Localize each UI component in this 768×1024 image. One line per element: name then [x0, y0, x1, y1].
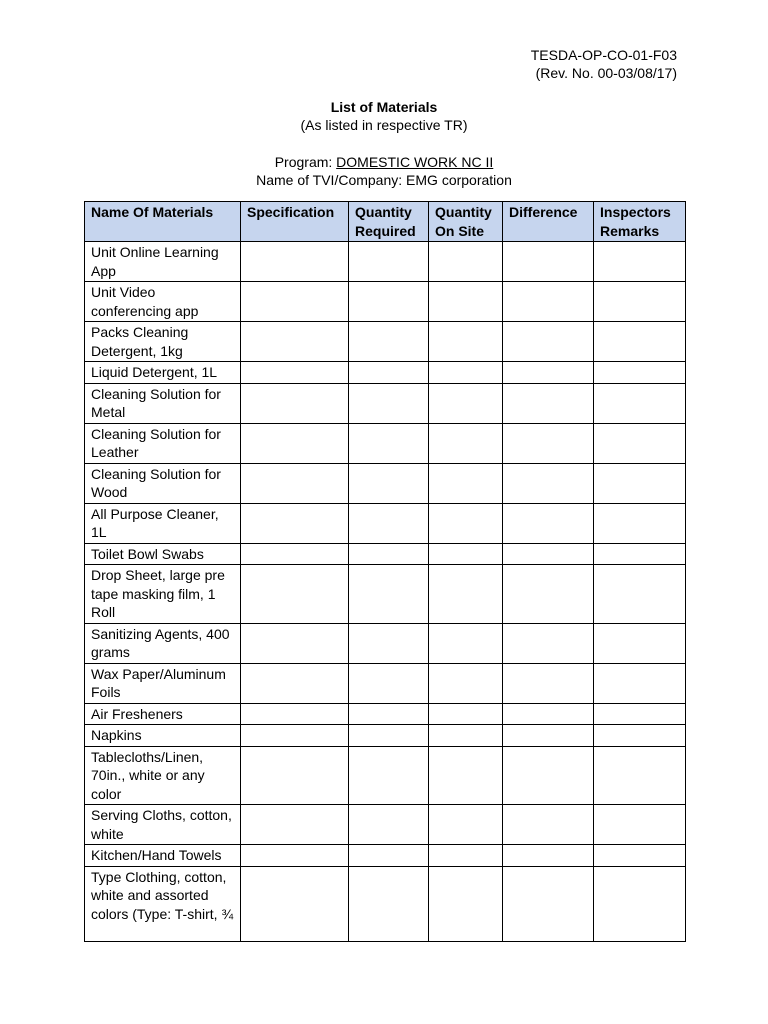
table-row	[85, 805, 686, 845]
page-subtitle: (As listed in respective TR)	[300, 117, 468, 133]
empty-cell	[349, 623, 429, 663]
empty-cell	[594, 463, 686, 503]
material-name-cell: Liquid Detergent, 1L	[85, 362, 241, 384]
empty-cell	[503, 663, 594, 703]
material-name-cell: Toilet Bowl Swabs	[85, 543, 241, 565]
empty-cell	[241, 242, 349, 282]
empty-cell	[429, 565, 503, 624]
empty-cell	[429, 423, 503, 463]
empty-cell	[594, 703, 686, 725]
empty-cell	[349, 845, 429, 867]
material-name-cell: Cleaning Solution for Metal	[85, 383, 241, 423]
empty-cell	[349, 565, 429, 624]
empty-cell	[503, 565, 594, 624]
empty-cell	[349, 866, 429, 941]
header-name-of-materials: Name Of Materials	[85, 202, 241, 242]
empty-cell	[349, 362, 429, 384]
material-name-cell: Sanitizing Agents, 400 grams	[85, 623, 241, 663]
material-name-text: Type Clothing, cotton, white and assorted colors (Type: T-shirt, ¾	[91, 868, 234, 922]
empty-cell	[349, 463, 429, 503]
empty-cell	[503, 805, 594, 845]
empty-cell	[429, 623, 503, 663]
header-quantity-on-site: Quantity On Site	[429, 202, 503, 242]
empty-cell	[503, 845, 594, 867]
table-header-row	[85, 202, 686, 242]
page-title: List of Materials	[330, 99, 438, 115]
empty-cell	[429, 362, 503, 384]
empty-cell	[429, 845, 503, 867]
header-inspectors-remarks: Inspectors Remarks	[594, 202, 686, 242]
empty-cell	[503, 322, 594, 362]
empty-cell	[503, 362, 594, 384]
table-row	[85, 663, 686, 703]
material-name-cell: Serving Cloths, cotton, white	[85, 805, 241, 845]
revision-number: (Rev. No. 00-03/08/17)	[535, 65, 677, 81]
empty-cell	[349, 242, 429, 282]
table-row	[85, 725, 686, 747]
empty-cell	[241, 322, 349, 362]
empty-cell	[349, 805, 429, 845]
program-line	[0, 153, 768, 171]
document-code-block	[531, 46, 677, 82]
empty-cell	[503, 866, 594, 941]
material-name-cell: Packs Cleaning Detergent, 1kg	[85, 322, 241, 362]
table-row	[85, 463, 686, 503]
table-row	[85, 866, 686, 941]
empty-cell	[429, 543, 503, 565]
title-block	[0, 98, 768, 189]
empty-cell	[503, 543, 594, 565]
empty-cell	[594, 322, 686, 362]
empty-cell	[503, 746, 594, 805]
table-row	[85, 703, 686, 725]
empty-cell	[349, 282, 429, 322]
empty-cell	[503, 463, 594, 503]
empty-cell	[241, 845, 349, 867]
empty-cell	[241, 805, 349, 845]
empty-cell	[241, 565, 349, 624]
empty-cell	[594, 242, 686, 282]
empty-cell	[349, 663, 429, 703]
empty-cell	[349, 503, 429, 543]
empty-cell	[594, 383, 686, 423]
table-row	[85, 362, 686, 384]
empty-cell	[594, 623, 686, 663]
table-row	[85, 282, 686, 322]
empty-cell	[429, 663, 503, 703]
table-row	[85, 845, 686, 867]
table-row	[85, 383, 686, 423]
empty-cell	[241, 746, 349, 805]
empty-cell	[594, 543, 686, 565]
empty-cell	[429, 503, 503, 543]
empty-cell	[241, 282, 349, 322]
table-row	[85, 543, 686, 565]
empty-cell	[594, 805, 686, 845]
empty-cell	[594, 866, 686, 941]
header-difference: Difference	[503, 202, 594, 242]
empty-cell	[429, 866, 503, 941]
empty-cell	[503, 242, 594, 282]
table-row	[85, 242, 686, 282]
header-specification: Specification	[241, 202, 349, 242]
empty-cell	[429, 383, 503, 423]
material-name-cell: Cleaning Solution for Leather	[85, 423, 241, 463]
empty-cell	[241, 423, 349, 463]
empty-cell	[349, 746, 429, 805]
material-name-cell: Tablecloths/Linen, 70in., white or any color	[85, 746, 241, 805]
empty-cell	[594, 725, 686, 747]
empty-cell	[594, 845, 686, 867]
empty-cell	[349, 383, 429, 423]
empty-cell	[241, 503, 349, 543]
empty-cell	[429, 242, 503, 282]
empty-cell	[503, 423, 594, 463]
tvi-line	[0, 171, 768, 189]
table-row	[85, 623, 686, 663]
empty-cell	[503, 383, 594, 423]
material-name-cell: All Purpose Cleaner, 1L	[85, 503, 241, 543]
empty-cell	[429, 725, 503, 747]
empty-cell	[594, 663, 686, 703]
tvi-value: EMG corporation	[406, 172, 512, 188]
table-row	[85, 503, 686, 543]
table-row	[85, 746, 686, 805]
empty-cell	[503, 282, 594, 322]
empty-cell	[594, 746, 686, 805]
empty-cell	[241, 543, 349, 565]
empty-cell	[241, 362, 349, 384]
program-value: DOMESTIC WORK NC II	[336, 154, 494, 170]
table-row	[85, 565, 686, 624]
table-row	[85, 322, 686, 362]
empty-cell	[349, 543, 429, 565]
empty-cell	[241, 703, 349, 725]
empty-cell	[429, 805, 503, 845]
empty-cell	[594, 362, 686, 384]
empty-cell	[429, 282, 503, 322]
empty-cell	[349, 725, 429, 747]
empty-cell	[241, 383, 349, 423]
empty-cell	[241, 623, 349, 663]
empty-cell	[429, 322, 503, 362]
empty-cell	[241, 663, 349, 703]
materials-table	[84, 201, 686, 942]
empty-cell	[349, 703, 429, 725]
empty-cell	[503, 623, 594, 663]
empty-cell	[503, 503, 594, 543]
empty-cell	[241, 463, 349, 503]
empty-cell	[241, 866, 349, 941]
empty-cell	[241, 725, 349, 747]
document-code: TESDA-OP-CO-01-F03	[530, 47, 677, 63]
empty-cell	[594, 565, 686, 624]
material-name-cell: Unit Online Learning App	[85, 242, 241, 282]
empty-cell	[594, 282, 686, 322]
material-name-cell: Kitchen/Hand Towels	[85, 845, 241, 867]
empty-cell	[429, 703, 503, 725]
material-name-cell: Wax Paper/Aluminum Foils	[85, 663, 241, 703]
table-row	[85, 423, 686, 463]
empty-cell	[349, 322, 429, 362]
empty-cell	[429, 463, 503, 503]
empty-cell	[429, 746, 503, 805]
material-name-cell: Cleaning Solution for Wood	[85, 463, 241, 503]
empty-cell	[594, 503, 686, 543]
material-name-cell	[85, 866, 241, 941]
material-name-cell: Unit Video conferencing app	[85, 282, 241, 322]
program-label: Program:	[274, 154, 337, 170]
empty-cell	[594, 423, 686, 463]
empty-cell	[503, 725, 594, 747]
material-name-cell: Napkins	[85, 725, 241, 747]
material-name-cell: Air Fresheners	[85, 703, 241, 725]
empty-cell	[349, 423, 429, 463]
tvi-label: Name of TVI/Company:	[256, 172, 407, 188]
empty-cell	[503, 703, 594, 725]
header-quantity-required: Quantity Required	[349, 202, 429, 242]
material-name-cell: Drop Sheet, large pre tape masking film, 1 Roll	[85, 565, 241, 624]
